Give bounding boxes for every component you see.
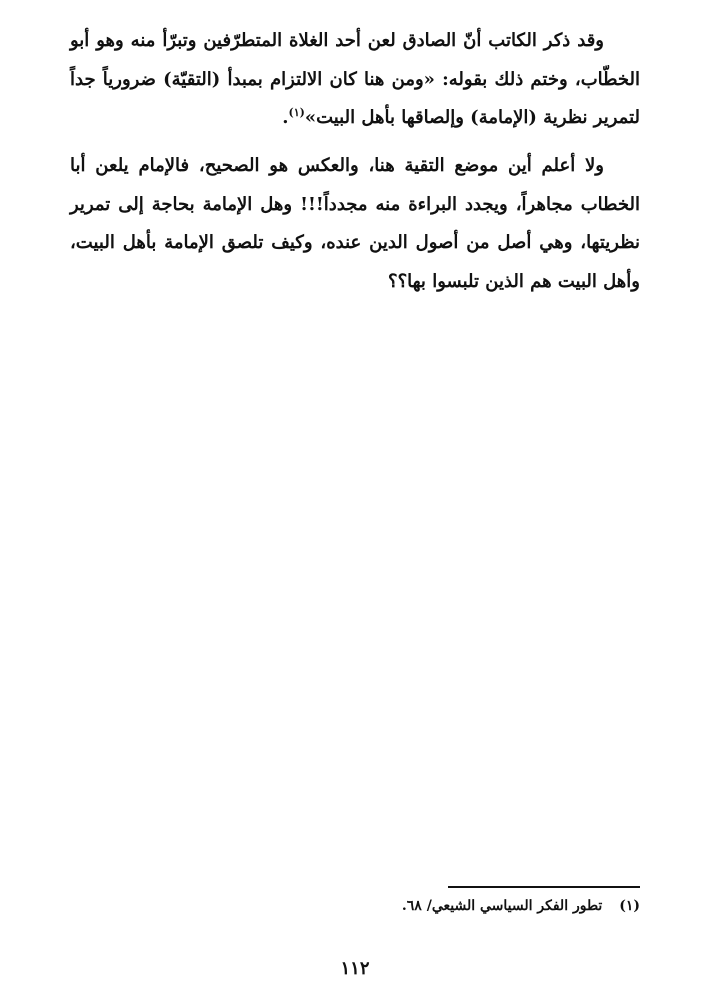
footnote-text: تطور الفكر السياسي الشيعي/ ٦٨. [401, 898, 603, 914]
paragraph-1-text: وقد ذكر الكاتب أنّ الصادق لعن أحد الغلاة المتطرّفين وتبرّأ منه وهو أبو الخطّاب، وختم ذلك بقوله: «ومن هنا كان الالتزام بمبدأ (التقيّة) ضرورياً جداً لتمرير نظرية (الإمامة) وإلصاقها بأهل البيت» [70, 30, 640, 128]
footnote-reference[interactable]: (١) [288, 106, 305, 119]
paragraph-1-tail: . [282, 107, 289, 128]
footnote-separator [448, 886, 640, 888]
page-number: ١١٢ [340, 958, 370, 979]
paragraph-1 [70, 22, 640, 138]
paragraph-2 [70, 147, 640, 301]
footnote-number: (١) [619, 898, 640, 914]
footnote [200, 898, 640, 914]
paragraph-2-text: ولا أعلم أين موضع التقية هنا، والعكس هو الصحيح، فالإمام يلعن أبا الخطاب مجاهراً، ويجدد البراءة منه مجدداً!!! وهل الإمامة بحاجة إلى تمرير نظريتها، وهي أصل من أصول الدين عنده، وكيف تلصق الإمامة بأهل البيت، وأهل البيت هم الذين تلبسوا بها؟؟ [70, 155, 640, 292]
